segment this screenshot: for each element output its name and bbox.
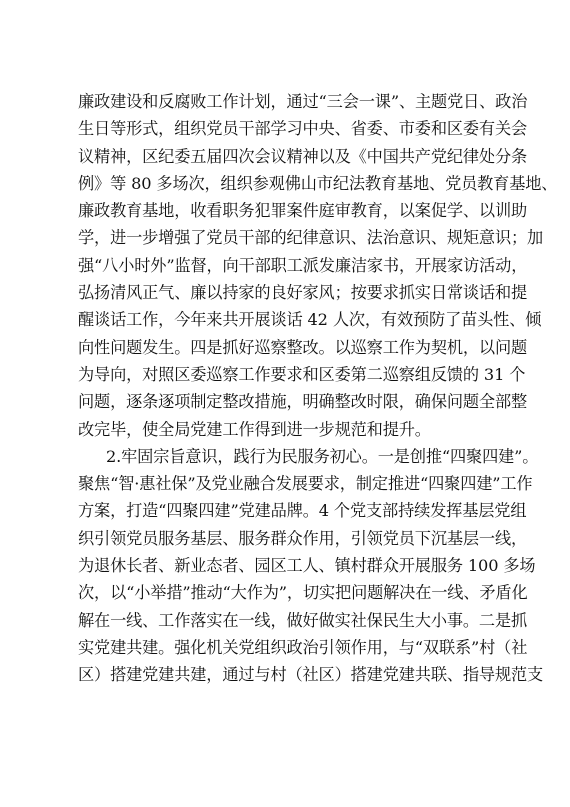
text-line: 议精神，区纪委五届四次会议精神以及《中国共产党纪律处分条: [78, 146, 528, 166]
text-line: 廉政教育基地，收看职务犯罪案件庭审教育，以案促学、以训助: [78, 201, 528, 221]
text-line: 廉政建设和反腐败工作计划，通过“三会一课”、主题党日、政治: [78, 92, 528, 111]
text-line: 实党建共建。强化机关党组织政治引领作用，与“双联系”村（社: [78, 637, 528, 657]
text-line: 聚焦“智·惠社保”及党业融合发展要求，制定推进“四聚四建”工作: [78, 474, 533, 494]
text-line: 问题，逐条逐项制定整改措施，明确整改时限，确保问题全部整: [78, 392, 528, 412]
section-heading-line: 2.牢固宗旨意识，践行为民服务初心。一是创推“四聚四建”。: [106, 446, 539, 466]
text-line: 次，以“小举措”推动“大作为”，切实把问题解决在一线、矛盾化: [78, 583, 528, 603]
text-line: 生日等形式，组织党员干部学习中央、省委、市委和区委有关会: [78, 119, 528, 139]
body-text: [78, 88, 558, 689]
text-line: 醒谈话工作，今年来共开展谈话 42 人次，有效预防了苗头性、倾: [78, 310, 542, 330]
text-line: 为退休长者、新业态者、园区工人、镇村群众开展服务 100 多场: [78, 556, 536, 576]
text-line: 弘扬清风正气、廉以持家的良好家风；按要求抓实日常谈话和提: [78, 283, 528, 303]
text-line: 解在一线、工作落实在一线，做好做实社保民生大小事。二是抓: [78, 610, 528, 630]
text-line: 强“八小时外”监督，向干部职工派发廉洁家书，开展家访活动，: [78, 255, 528, 275]
text-line: 方案，打造“四聚四建”党建品牌。4 个党支部持续发挥基层党组: [78, 501, 527, 521]
text-line: 为导向，对照区委巡察工作要求和区委第二巡察组反馈的 31 个: [78, 364, 526, 384]
text-line: 织引领党员服务基层、服务群众作用，引领党员下沉基层一线，: [78, 528, 528, 548]
text-line: 例》等 80 多场次，组织参观佛山市纪法教育基地、党员教育基地、: [78, 173, 558, 193]
text-line: 学，进一步增强了党员干部的纪律意识、法治意识、规矩意识；加: [78, 228, 544, 248]
text-line: 改完毕，使全局党建工作得到进一步规范和提升。: [78, 419, 431, 439]
text-line: 向性问题发生。四是抓好巡察整改。以巡察工作为契机，以问题: [78, 337, 528, 357]
text-line: 区）搭建党建共建，通过与村（社区）搭建党建共联、指导规范支: [78, 665, 544, 685]
